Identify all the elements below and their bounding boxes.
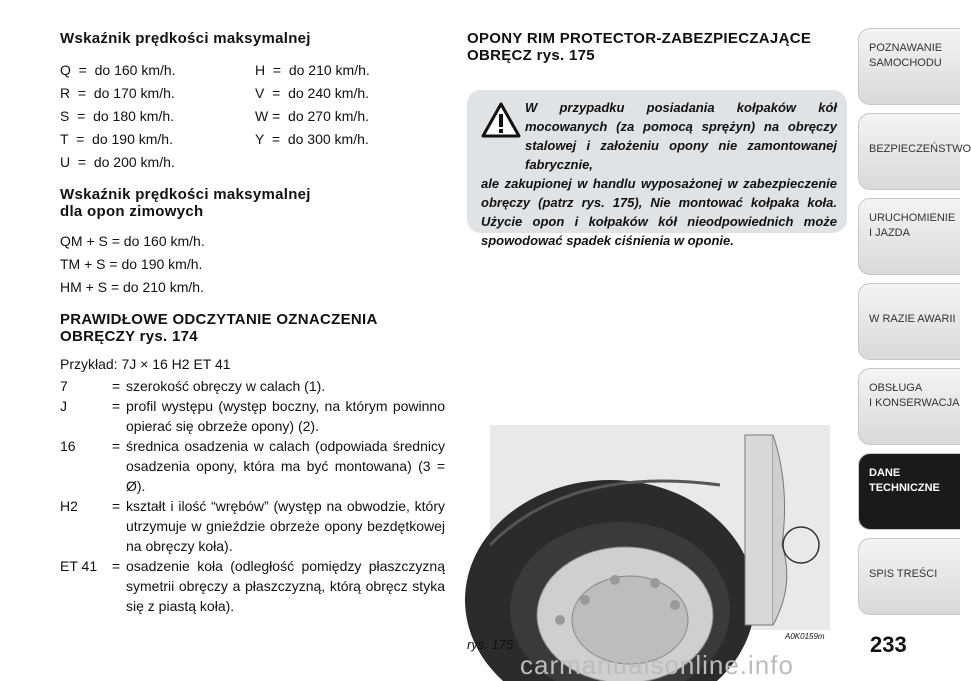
definition-value: profil występu (występ boczny, na którym powinno opierać się obrzeże opony) (2).	[126, 398, 445, 434]
speed-cell: Q = do 160 km/h.	[60, 62, 176, 78]
speed-cell: R = do 170 km/h.	[60, 85, 175, 101]
tab-obsluga-i-konserwacja[interactable]	[858, 368, 960, 445]
definition-value: osadzenie koła (odległość pomiędzy płaszczyzną symetrii obręczy a płaszczyzną, którą obręcz styka się z piastą koła).	[126, 558, 445, 614]
speed-cell: U = do 200 km/h.	[60, 154, 175, 170]
figure-caption: rys. 175	[467, 637, 514, 652]
page-number: 233	[870, 632, 907, 657]
left-column	[60, 30, 445, 616]
definition-key: 16	[60, 438, 76, 454]
speed-cell: T = do 190 km/h.	[60, 131, 173, 147]
tire-drawing	[490, 425, 830, 630]
rim-title-line2: OBRĘCZY rys. 174	[60, 328, 198, 345]
speed-cell: Y = do 300 km/h.	[255, 131, 369, 147]
tab-label: SPIS TREŚCI	[869, 568, 938, 580]
tab-label: URUCHOMIENIE	[869, 212, 956, 224]
speed-cell: V = do 240 km/h.	[255, 85, 370, 101]
warning-text-first: W przypadku posiadania kołpaków kół mocowanych (za pomocą sprężyn) na obręczy stalowej i założeniu opony nie zamontowanej fabrycznie,	[525, 100, 837, 172]
definition-row: 7 = szerokość obręczy w calach (1).	[60, 376, 445, 396]
figure-175-tire-illustration	[490, 425, 830, 630]
tab-label: I JAZDA	[869, 227, 910, 239]
rim-title	[60, 311, 445, 345]
definition-row: ET 41 = osadzenie koła (odległość pomiędzy płaszczyzną symetrii obręczy a płaszczyzną, którą obręcz styka się z piastą koła).	[60, 558, 445, 614]
definition-key: ET 41	[60, 558, 98, 574]
definition-value: szerokość obręczy w calach (1).	[126, 378, 326, 394]
rim-definitions	[60, 376, 445, 616]
warning-box	[467, 90, 847, 248]
speed-cell: H = do 210 km/h.	[255, 62, 370, 78]
tab-dane-techniczne[interactable]	[858, 453, 960, 530]
tab-label: DANE	[869, 467, 901, 479]
tab-spis-tresci[interactable]	[858, 538, 960, 615]
rim-protector-title	[467, 30, 852, 64]
rim-example: Przykład: 7J × 16 H2 ET 41	[60, 356, 231, 372]
definition-key: J	[60, 398, 67, 414]
figure-code: A0K0159m	[785, 632, 825, 641]
speed-cell: W = do 270 km/h.	[255, 108, 369, 124]
tab-label: SAMOCHODU	[869, 57, 942, 69]
definition-row: 16 = średnica osadzenia w calach (odpowiada średnicy osadzenia opony, która ma być montowana) (3 = Ø).	[60, 438, 445, 494]
tab-label: OBSŁUGA	[869, 382, 923, 394]
rim-protector-title-line1: OPONY RIM PROTECTOR-ZABEZPIECZAJĄCE	[467, 30, 812, 47]
speed-cell: S = do 180 km/h.	[60, 108, 175, 124]
winter-row: HM + S = do 210 km/h.	[60, 279, 204, 295]
warning-text	[481, 98, 837, 250]
speed-cell	[255, 151, 445, 174]
definition-row: J = profil występu (występ boczny, na którym powinno opierać się obrzeże opony) (2).	[60, 398, 445, 434]
tab-label: TECHNICZNE	[869, 482, 940, 494]
tab-label: POZNAWANIE	[869, 42, 943, 54]
tab-label: W RAZIE AWARII	[869, 313, 956, 325]
definition-key: H2	[60, 498, 78, 514]
warning-text-rest: ale zakupionej w handlu wyposażonej w zabezpieczenie obręczy (patrz rys. 175), Nie montować kołpaka koła. Użycie opon i kołpaków kół nieodpowiednich może spowodować spadek ciśnienia w oponie.	[481, 176, 837, 248]
rim-protector-title-line2: OBRĘCZ rys. 175	[467, 47, 595, 64]
winter-title	[60, 186, 445, 220]
chapter-tabs	[858, 28, 971, 623]
tab-uruchomienie-i-jazda[interactable]	[858, 198, 960, 275]
definition-value: średnica osadzenia w calach (odpowiada średnicy osadzenia opony, która ma być montowana) (3 = Ø).	[126, 438, 445, 494]
speed-title: Wskaźnik prędkości maksymalnej	[60, 30, 311, 47]
tab-w-razie-awarii[interactable]	[858, 283, 960, 360]
tab-label: BEZPIECZEŃSTWO	[869, 143, 971, 155]
definition-row: H2 = kształt i ilość “wrębów” (występ na obwodzie, który utrzymuje w gnieździe obrzeże opony bezdętkowej na obręczy koła).	[60, 498, 445, 554]
watermark: carmanualsonline.info	[520, 650, 794, 680]
tab-label: I KONSERWACJA	[869, 397, 960, 409]
winter-title-line1: Wskaźnik prędkości maksymalnej	[60, 186, 311, 203]
rim-title-line1: PRAWIDŁOWE ODCZYTANIE OZNACZENIA	[60, 311, 378, 328]
right-column	[467, 30, 852, 64]
definition-value: kształt i ilość “wrębów” (występ na obwodzie, który utrzymuje w gnieździe obrzeże opony bezdętkowej na obręczy koła).	[126, 498, 445, 554]
tab-bezpieczenstwo[interactable]	[858, 113, 971, 190]
winter-row: QM + S = do 160 km/h.	[60, 233, 205, 249]
tab-poznawanie-samochodu[interactable]	[858, 28, 960, 105]
winter-row: TM + S = do 190 km/h.	[60, 256, 203, 272]
definition-key: 7	[60, 378, 68, 394]
winter-title-line2: dla opon zimowych	[60, 203, 204, 220]
speed-table	[60, 59, 445, 174]
